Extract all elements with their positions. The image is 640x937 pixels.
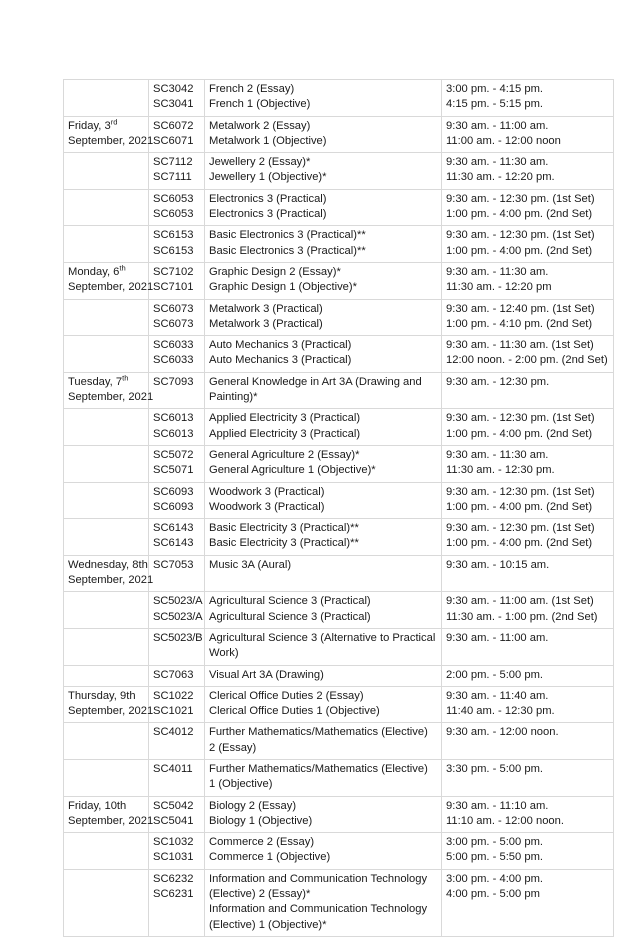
exam-date-cell (64, 445, 149, 482)
times-line: 9:30 am. - 12:30 pm. (446, 375, 550, 388)
subjects-line: Applied Electricity 3 (Practical) (209, 427, 361, 440)
subjects-line: Clerical Office Duties 2 (Essay) (209, 689, 364, 702)
ordinal-suffix: th (119, 263, 126, 273)
codes-line: SC1021 (153, 705, 194, 718)
subjects-line: Auto Mechanics 3 (Practical) (209, 339, 352, 352)
codes-line: SC4011 (153, 762, 193, 775)
date-line: September, 2021 (68, 814, 154, 827)
exam-time-cell (442, 555, 614, 592)
codes-line: SC7111 (153, 171, 192, 184)
subjects-line: Further Mathematics/Mathematics (Elective) 2 (Essay) (209, 726, 428, 754)
table-row (64, 299, 614, 336)
subject-code-cell (149, 189, 205, 226)
subjects-line: Metalwork 1 (Objective) (209, 134, 327, 147)
subject-code-cell (149, 116, 205, 153)
times-line: 9:30 am. - 12:30 pm. (1st Set) (446, 485, 595, 498)
exam-time-cell (442, 723, 614, 760)
date-line: Thursday, 9th (68, 689, 136, 702)
subject-code-cell (149, 759, 205, 796)
subject-name-cell (205, 262, 442, 299)
exam-time-cell (442, 759, 614, 796)
subjects-line: General Knowledge in Art 3A (Drawing and Painting)* (209, 375, 422, 404)
codes-line: SC5023/B (153, 631, 203, 644)
exam-date-cell (64, 299, 149, 336)
exam-date-cell (64, 189, 149, 226)
date-line: September, 2021 (68, 281, 154, 294)
times-line: 11:30 am. - 12:20 pm. (446, 171, 555, 184)
exam-time-cell (442, 833, 614, 870)
date-line: September, 2021 (68, 705, 154, 718)
subjects-line: French 1 (Objective) (209, 98, 311, 111)
subject-name-cell (205, 723, 442, 760)
codes-line: SC1031 (153, 851, 194, 864)
subjects-line: Graphic Design 1 (Objective)* (209, 281, 357, 294)
codes-line: SC1022 (153, 689, 194, 702)
subject-code-cell (149, 869, 205, 936)
codes-line: SC5041 (153, 814, 194, 827)
table-row (64, 555, 614, 592)
exam-date-cell (64, 759, 149, 796)
subject-code-cell (149, 299, 205, 336)
codes-line: SC5071 (153, 464, 194, 477)
exam-time-cell (442, 262, 614, 299)
times-line: 1:00 pm. - 4:00 pm. (2nd Set) (446, 427, 593, 440)
subject-name-cell (205, 833, 442, 870)
exam-time-cell (442, 519, 614, 556)
exam-date-cell (64, 869, 149, 936)
times-line: 9:30 am. - 11:30 am. (446, 448, 549, 461)
subject-name-cell (205, 372, 442, 409)
times-line: 1:00 pm. - 4:00 pm. (2nd Set) (446, 244, 593, 257)
exam-date-cell (64, 336, 149, 373)
codes-line: SC6013 (153, 412, 194, 425)
codes-line: SC7053 (153, 558, 194, 571)
times-line: 5:00 pm. - 5:50 pm. (446, 851, 544, 864)
codes-line: SC4012 (153, 726, 194, 739)
exam-time-cell (442, 409, 614, 446)
table-row (64, 759, 614, 796)
subject-code-cell (149, 80, 205, 117)
codes-line: SC6073 (153, 317, 194, 330)
times-line: 11:30 am. - 12:20 pm (446, 281, 552, 294)
subject-name-cell (205, 409, 442, 446)
codes-line: SC5042 (153, 799, 194, 812)
subject-code-cell (149, 372, 205, 409)
subject-name-cell (205, 226, 442, 263)
subjects-line: Clerical Office Duties 1 (Objective) (209, 705, 380, 718)
times-line: 9:30 am. - 11:00 am. (446, 631, 549, 644)
times-line: 3:00 pm. - 4:15 pm. (446, 83, 544, 95)
table-row (64, 189, 614, 226)
codes-line: SC6153 (153, 229, 194, 242)
date-line: September, 2021 (68, 134, 154, 147)
codes-line: SC3041 (153, 98, 194, 111)
codes-line: SC7112 (153, 156, 193, 169)
table-row (64, 592, 614, 629)
codes-line: SC6143 (153, 537, 194, 550)
times-line: 1:00 pm. - 4:10 pm. (2nd Set) (446, 317, 593, 330)
exam-time-cell (442, 628, 614, 665)
date-line: Wednesday, 8th (68, 558, 148, 571)
codes-line: SC6073 (153, 302, 194, 315)
table-row (64, 628, 614, 665)
exam-date-cell (64, 519, 149, 556)
exam-date-cell (64, 723, 149, 760)
times-line: 3:30 pm. - 5:00 pm. (446, 762, 544, 775)
times-line: 11:30 am. - 12:30 pm. (446, 464, 555, 477)
subjects-line: Further Mathematics/Mathematics (Elective) 1 (Objective) (209, 762, 428, 791)
codes-line: SC5072 (153, 448, 194, 461)
subjects-line: Electronics 3 (Practical) (209, 192, 327, 205)
subjects-line: Commerce 2 (Essay) (209, 836, 315, 849)
codes-line: SC6093 (153, 500, 194, 513)
subject-name-cell (205, 869, 442, 936)
subjects-line: Metalwork 3 (Practical) (209, 317, 323, 330)
date-line: September, 2021 (68, 574, 154, 587)
codes-line: SC6072 (153, 119, 194, 132)
subjects-line: Visual Art 3A (Drawing) (209, 668, 324, 681)
times-line: 3:00 pm. - 5:00 pm. (446, 836, 544, 849)
subject-name-cell (205, 759, 442, 796)
exam-date-cell (64, 686, 154, 723)
times-line: 9:30 am. - 12:30 pm. (1st Set) (446, 522, 595, 535)
date-line: Friday, 3rd (68, 116, 118, 132)
subjects-line: Music 3A (Aural) (209, 558, 292, 571)
exam-date-cell (64, 665, 149, 686)
subject-code-cell (149, 153, 205, 190)
times-line: 9:30 am. - 12:00 noon. (446, 726, 559, 739)
exam-time-cell (442, 665, 614, 686)
codes-line: SC6033 (153, 354, 194, 367)
times-line: 1:00 pm. - 4:00 pm. (2nd Set) (446, 537, 593, 550)
times-line: 1:00 pm. - 4:00 pm. (2nd Set) (446, 500, 593, 513)
subject-name-cell (205, 796, 442, 833)
exam-date-cell (64, 796, 154, 833)
codes-line: SC5023/A (153, 595, 203, 608)
codes-line: SC6053 (153, 192, 194, 205)
codes-line: SC6153 (153, 244, 194, 257)
exam-timetable (63, 79, 613, 937)
subject-name-cell (205, 153, 442, 190)
times-line: 12:00 noon. - 2:00 pm. (2nd Set) (446, 354, 608, 367)
exam-date-cell (64, 262, 154, 299)
exam-time-cell (442, 226, 614, 263)
subject-code-cell (149, 336, 205, 373)
table-row (64, 869, 614, 936)
table-row (64, 796, 614, 833)
exam-time-cell (442, 796, 614, 833)
subject-name-cell (205, 116, 442, 153)
exam-time-cell (442, 372, 614, 409)
subjects-line: General Agriculture 2 (Essay)* (209, 448, 360, 461)
exam-date-cell (64, 555, 154, 592)
timetable-table (63, 79, 614, 937)
times-line: 11:40 am. - 12:30 pm. (446, 705, 555, 718)
table-row (64, 226, 614, 263)
subjects-line: Agricultural Science 3 (Practical) (209, 595, 371, 608)
times-line: 9:30 am. - 12:40 pm. (1st Set) (446, 302, 595, 315)
subject-code-cell (149, 262, 205, 299)
codes-line: SC6071 (153, 134, 194, 147)
times-line: 9:30 am. - 12:30 pm. (1st Set) (446, 192, 595, 205)
exam-time-cell (442, 592, 614, 629)
subject-name-cell (205, 686, 442, 723)
codes-line: SC6053 (153, 208, 194, 221)
subjects-line: Applied Electricity 3 (Practical) (209, 412, 361, 425)
ordinal-suffix: th (122, 373, 129, 383)
table-row (64, 833, 614, 870)
ordinal-suffix: rd (110, 116, 118, 126)
subject-code-cell (149, 665, 205, 686)
exam-date-cell (64, 592, 149, 629)
subjects-line: General Agriculture 1 (Objective)* (209, 464, 376, 477)
subjects-line: Metalwork 3 (Practical) (209, 302, 323, 315)
times-line: 9:30 am. - 11:10 am. (446, 799, 549, 812)
subject-name-cell (205, 519, 442, 556)
blank-line (446, 573, 609, 588)
exam-date-cell (64, 833, 149, 870)
table-row (64, 482, 614, 519)
exam-time-cell (442, 445, 614, 482)
exam-time-cell (442, 686, 614, 723)
subjects-line: Metalwork 2 (Essay) (209, 119, 311, 132)
exam-date-cell (64, 153, 149, 190)
codes-line: SC6093 (153, 485, 194, 498)
exam-date-cell (64, 116, 154, 153)
codes-line: SC3042 (153, 83, 194, 95)
table-row (64, 153, 614, 190)
times-line: 9:30 am. - 11:30 am. (1st Set) (446, 339, 594, 352)
subject-name-cell (205, 445, 442, 482)
subjects-line: Woodwork 3 (Practical) (209, 500, 325, 513)
codes-line: SC5023/A (153, 610, 203, 623)
date-line: Monday, 6th (68, 263, 126, 278)
exam-time-cell (442, 482, 614, 519)
times-line: 11:10 am. - 12:00 noon. (446, 814, 564, 827)
subject-name-cell (205, 482, 442, 519)
table-row (64, 519, 614, 556)
subject-name-cell (205, 628, 442, 665)
table-row (64, 723, 614, 760)
subjects-line: Commerce 1 (Objective) (209, 851, 331, 864)
exam-date-cell (64, 409, 149, 446)
codes-line: SC6013 (153, 427, 194, 440)
times-line: 9:30 am. - 12:30 pm. (1st Set) (446, 229, 595, 242)
subjects-line: Auto Mechanics 3 (Practical) (209, 354, 352, 367)
exam-time-cell (442, 336, 614, 373)
subject-name-cell (205, 665, 442, 686)
date-line: September, 2021 (68, 391, 154, 404)
times-line: 4:00 pm. - 5:00 pm (446, 888, 540, 901)
subject-name-cell (205, 80, 442, 117)
subjects-line: Agricultural Science 3 (Alternative to Practical Work) (209, 631, 436, 660)
exam-date-cell (64, 372, 154, 409)
exam-time-cell (442, 153, 614, 190)
subject-name-cell (205, 189, 442, 226)
table-row (64, 445, 614, 482)
subject-name-cell (205, 592, 442, 629)
times-line: 3:00 pm. - 4:00 pm. (446, 872, 544, 885)
subjects-line: Basic Electronics 3 (Practical)** (209, 229, 366, 242)
exam-time-cell (442, 869, 614, 936)
date-line: Tuesday, 7th (68, 373, 129, 388)
times-line: 9:30 am. - 11:30 am. (446, 265, 549, 278)
subjects-line: Electronics 3 (Practical) (209, 208, 327, 221)
subjects-line: Basic Electronics 3 (Practical)** (209, 244, 366, 257)
codes-line: SC6231 (153, 888, 194, 901)
subject-code-cell (149, 592, 205, 629)
subject-code-cell (149, 723, 205, 760)
times-line: 9:30 am. - 11:00 am. (1st Set) (446, 595, 594, 608)
table-row (64, 80, 614, 117)
times-line: 9:30 am. - 11:00 am. (446, 119, 549, 132)
exam-time-cell (442, 80, 614, 117)
subject-code-cell (149, 519, 205, 556)
times-line: 9:30 am. - 11:40 am. (446, 689, 549, 702)
subject-name-cell (205, 555, 442, 592)
date-line: Friday, 10th (68, 799, 127, 812)
exam-time-cell (442, 189, 614, 226)
subject-code-cell (149, 445, 205, 482)
exam-time-cell (442, 299, 614, 336)
codes-line: SC7102 (153, 265, 194, 278)
subjects-line: French 2 (Essay) (209, 83, 295, 95)
times-line: 2:00 pm. - 5:00 pm. (446, 668, 544, 681)
table-row (64, 665, 614, 686)
subjects-line: Information and Communication Technology (Elective) 2 (Essay)* (209, 872, 428, 901)
subject-code-cell (149, 833, 205, 870)
table-row (64, 686, 614, 723)
subject-name-cell (205, 299, 442, 336)
subject-code-cell (149, 409, 205, 446)
subject-code-cell (149, 628, 205, 665)
subjects-line: Agricultural Science 3 (Practical) (209, 610, 371, 623)
times-line: 9:30 am. - 12:30 pm. (1st Set) (446, 412, 595, 425)
exam-date-cell (64, 628, 149, 665)
times-line: 9:30 am. - 11:30 am. (446, 156, 549, 169)
subjects-line: Biology 2 (Essay) (209, 799, 297, 812)
codes-line: SC7063 (153, 668, 194, 681)
table-row (64, 409, 614, 446)
subjects-line: Information and Communication Technology (Elective) 1 (Objective)* (209, 903, 428, 931)
times-line: 11:30 am. - 1:00 pm. (2nd Set) (446, 610, 598, 623)
subject-code-cell (149, 555, 205, 592)
subject-code-cell (149, 796, 205, 833)
times-line: 9:30 am. - 10:15 am. (446, 558, 550, 571)
codes-line: SC1032 (153, 836, 194, 849)
table-row (64, 262, 614, 299)
subjects-line: Basic Electricity 3 (Practical)** (209, 522, 359, 535)
times-line: 4:15 pm. - 5:15 pm. (446, 98, 544, 111)
subject-name-cell (205, 336, 442, 373)
exam-time-cell (442, 116, 614, 153)
table-row (64, 116, 614, 153)
codes-line: SC7101 (153, 281, 194, 294)
codes-line: SC7093 (153, 375, 194, 388)
table-row (64, 372, 614, 409)
subject-code-cell (149, 482, 205, 519)
subjects-line: Graphic Design 2 (Essay)* (209, 265, 341, 278)
subject-code-cell (149, 226, 205, 263)
exam-date-cell (64, 80, 149, 117)
table-row (64, 336, 614, 373)
exam-date-cell (64, 482, 149, 519)
subjects-line: Basic Electricity 3 (Practical)** (209, 537, 359, 550)
codes-line: SC6143 (153, 522, 194, 535)
exam-date-cell (64, 226, 149, 263)
times-line: 1:00 pm. - 4:00 pm. (2nd Set) (446, 208, 593, 221)
codes-line: SC6033 (153, 339, 194, 352)
subjects-line: Woodwork 3 (Practical) (209, 485, 325, 498)
times-line: 11:00 am. - 12:00 noon (446, 134, 561, 147)
subjects-line: Jewellery 2 (Essay)* (209, 156, 311, 169)
subjects-line: Biology 1 (Objective) (209, 814, 313, 827)
subjects-line: Jewellery 1 (Objective)* (209, 171, 327, 184)
codes-line: SC6232 (153, 872, 194, 885)
subject-code-cell (149, 686, 205, 723)
